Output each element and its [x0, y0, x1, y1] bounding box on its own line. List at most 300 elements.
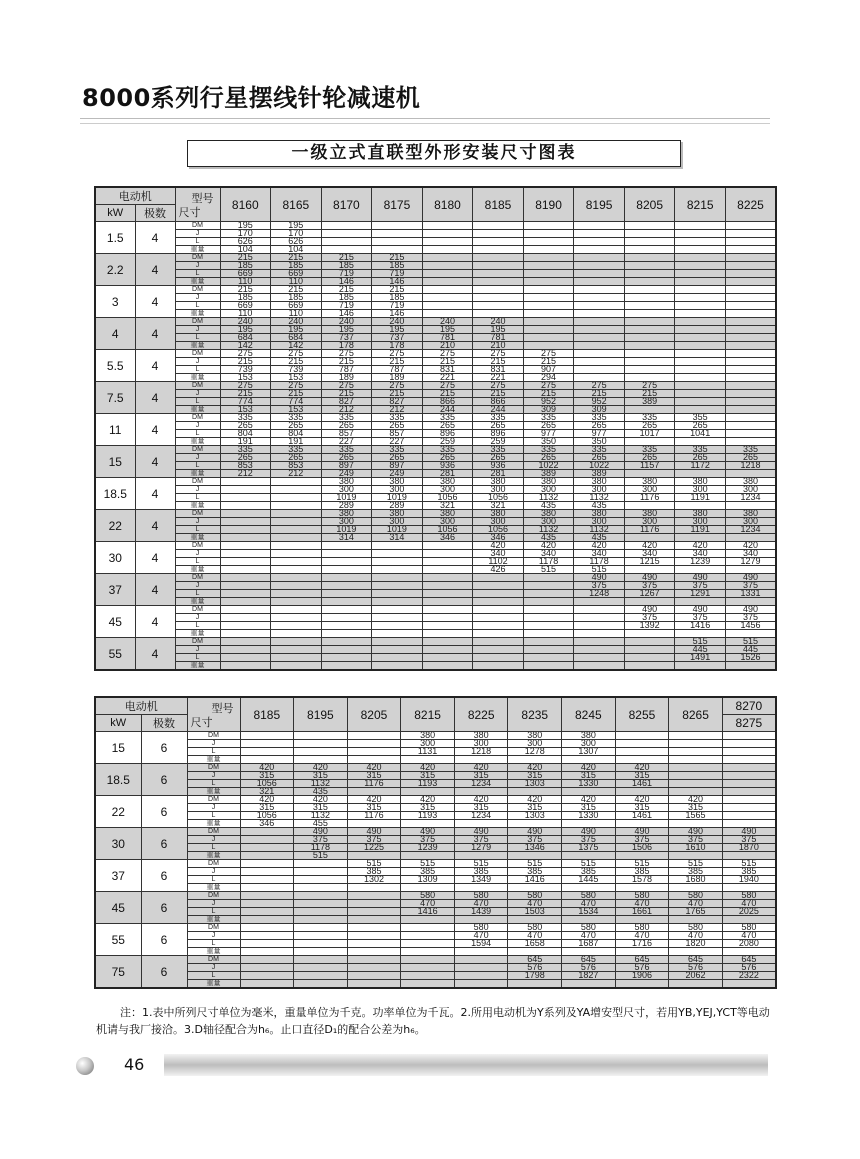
value-cell: 195 — [321, 326, 372, 334]
value-cell — [574, 278, 625, 286]
value-cell: 300 — [725, 518, 776, 526]
value-cell — [271, 558, 322, 566]
value-cell: 346 — [473, 534, 524, 542]
value-cell: 1056 — [473, 494, 524, 502]
value-cell: 1019 — [372, 494, 423, 502]
value-cell — [347, 852, 401, 860]
value-cell — [615, 852, 669, 860]
value-cell: 389 — [574, 470, 625, 478]
value-cell: 1193 — [401, 780, 455, 788]
value-cell — [401, 820, 455, 828]
value-cell: 470 — [722, 900, 776, 908]
value-cell: 300 — [422, 518, 473, 526]
value-cell: 315 — [240, 772, 294, 780]
dim-label-cell: DM — [175, 478, 220, 486]
value-cell — [675, 318, 726, 326]
value-cell — [347, 964, 401, 972]
model-header: 型号 — [211, 703, 234, 715]
value-cell: 265 — [422, 454, 473, 462]
value-cell — [624, 654, 675, 662]
value-cell — [220, 574, 271, 582]
dim-label-cell: DM — [175, 382, 220, 390]
value-cell: 645 — [508, 956, 562, 964]
value-cell: 420 — [615, 764, 669, 772]
value-cell: 1019 — [321, 494, 372, 502]
value-cell — [422, 574, 473, 582]
value-cell — [675, 302, 726, 310]
value-cell — [372, 646, 423, 654]
value-cell — [454, 980, 508, 989]
value-cell — [523, 582, 574, 590]
value-cell — [574, 246, 625, 254]
value-cell — [372, 246, 423, 254]
value-cell — [422, 278, 473, 286]
value-cell — [725, 502, 776, 510]
dim-label-cell: J — [175, 582, 220, 590]
value-cell: 227 — [372, 438, 423, 446]
value-cell — [347, 884, 401, 892]
table-row — [95, 598, 776, 606]
value-cell — [574, 358, 625, 366]
dim-label-cell: J — [175, 390, 220, 398]
value-cell: 321 — [473, 502, 524, 510]
value-cell — [725, 278, 776, 286]
value-cell — [294, 916, 348, 924]
value-cell: 185 — [220, 294, 271, 302]
value-cell: 153 — [220, 374, 271, 382]
value-cell — [675, 334, 726, 342]
model-header-cell: 8185 — [473, 187, 524, 222]
value-cell — [454, 756, 508, 764]
value-cell — [294, 964, 348, 972]
table-row — [95, 844, 776, 852]
value-cell: 265 — [473, 454, 524, 462]
value-cell — [725, 406, 776, 414]
value-cell — [240, 908, 294, 916]
value-cell: 445 — [725, 646, 776, 654]
value-cell: 170 — [220, 230, 271, 238]
value-cell: 212 — [321, 406, 372, 414]
value-cell: 470 — [669, 900, 723, 908]
value-cell: 309 — [523, 406, 574, 414]
value-cell: 146 — [372, 310, 423, 318]
value-cell — [725, 230, 776, 238]
value-cell — [321, 614, 372, 622]
value-cell: 385 — [347, 868, 401, 876]
value-cell: 315 — [401, 772, 455, 780]
value-cell: 315 — [615, 772, 669, 780]
value-cell — [722, 764, 776, 772]
value-cell — [220, 494, 271, 502]
value-cell — [347, 788, 401, 796]
dim-label-cell: 重量 — [175, 566, 220, 574]
value-cell — [454, 972, 508, 980]
dim-label-cell: 重量 — [187, 788, 240, 796]
table-row — [95, 238, 776, 246]
table-row — [95, 334, 776, 342]
value-cell: 275 — [271, 382, 322, 390]
kw-cell: 55 — [95, 924, 141, 956]
model-header-cell: 8265 — [669, 697, 723, 732]
dim-label-cell: L — [187, 972, 240, 980]
value-cell: 1330 — [562, 812, 616, 820]
dim-label-cell: J — [175, 326, 220, 334]
value-cell — [422, 238, 473, 246]
table-row — [95, 414, 776, 422]
value-cell: 490 — [675, 574, 726, 582]
value-cell — [473, 246, 524, 254]
value-cell: 380 — [372, 510, 423, 518]
value-cell — [523, 342, 574, 350]
value-cell — [624, 646, 675, 654]
value-cell: 215 — [271, 390, 322, 398]
value-cell: 335 — [624, 414, 675, 422]
value-cell — [523, 286, 574, 294]
value-cell: 275 — [523, 350, 574, 358]
value-cell: 490 — [624, 574, 675, 582]
model-header-cell: 8205 — [347, 697, 401, 732]
value-cell — [624, 534, 675, 542]
value-cell — [722, 740, 776, 748]
value-cell: 781 — [422, 334, 473, 342]
value-cell: 375 — [294, 836, 348, 844]
value-cell — [454, 916, 508, 924]
dim-label-cell: L — [187, 908, 240, 916]
value-cell: 335 — [321, 414, 372, 422]
value-cell: 189 — [321, 374, 372, 382]
value-cell — [523, 590, 574, 598]
footnote: 注：1.表中所列尺寸单位为毫米，重量单位为千克。功率单位为千瓦。2.所用电动机为Y系列及YA增安型尺寸，若用YB,YEJ,YCT等电动机请与我厂接洽。3.D轴径配合为h₆。止口直径D₁的配合公差为h₆。 — [96, 1006, 770, 1036]
value-cell — [624, 334, 675, 342]
model-header-cell: 8225 — [454, 697, 508, 732]
value-cell — [220, 638, 271, 646]
value-cell: 1215 — [624, 558, 675, 566]
value-cell: 420 — [508, 764, 562, 772]
value-cell — [321, 582, 372, 590]
value-cell: 275 — [271, 350, 322, 358]
value-cell: 1349 — [454, 876, 508, 884]
value-cell: 335 — [271, 414, 322, 422]
value-cell — [294, 900, 348, 908]
value-cell — [372, 614, 423, 622]
value-cell — [321, 574, 372, 582]
value-cell — [347, 732, 401, 740]
value-cell: 110 — [220, 278, 271, 286]
poles-cell: 4 — [135, 286, 175, 318]
value-cell: 340 — [624, 550, 675, 558]
value-cell: 1157 — [624, 462, 675, 470]
value-cell — [624, 598, 675, 606]
value-cell — [523, 334, 574, 342]
value-cell — [725, 470, 776, 478]
value-cell: 385 — [401, 868, 455, 876]
poles-cell: 6 — [141, 956, 187, 989]
value-cell — [624, 278, 675, 286]
table-row — [95, 740, 776, 748]
dim-label-cell: L — [175, 526, 220, 534]
value-cell: 719 — [321, 270, 372, 278]
value-cell — [725, 246, 776, 254]
value-cell — [675, 270, 726, 278]
value-cell: 300 — [675, 518, 726, 526]
value-cell: 195 — [372, 326, 423, 334]
value-cell: 346 — [422, 534, 473, 542]
value-cell — [473, 638, 524, 646]
value-cell — [321, 662, 372, 671]
value-cell — [347, 748, 401, 756]
value-cell: 240 — [271, 318, 322, 326]
dim-label-cell: J — [175, 550, 220, 558]
title-rule — [80, 118, 770, 119]
value-cell — [473, 254, 524, 262]
value-cell — [347, 972, 401, 980]
table-row — [95, 614, 776, 622]
value-cell: 315 — [454, 772, 508, 780]
corner-header — [187, 697, 240, 732]
value-cell — [675, 310, 726, 318]
dim-label-cell: 重量 — [175, 502, 220, 510]
value-cell: 380 — [624, 510, 675, 518]
value-cell: 300 — [523, 518, 574, 526]
value-cell — [240, 980, 294, 989]
value-cell — [220, 542, 271, 550]
value-cell: 669 — [220, 270, 271, 278]
value-cell: 146 — [321, 278, 372, 286]
value-cell — [422, 230, 473, 238]
value-cell: 897 — [321, 462, 372, 470]
value-cell — [624, 238, 675, 246]
value-cell — [220, 622, 271, 630]
dim-label-cell: J — [175, 614, 220, 622]
value-cell — [574, 310, 625, 318]
value-cell: 1302 — [347, 876, 401, 884]
value-cell: 1330 — [562, 780, 616, 788]
value-cell: 335 — [675, 446, 726, 454]
value-cell: 375 — [454, 836, 508, 844]
motor-header: 电动机 — [95, 697, 187, 715]
value-cell — [675, 630, 726, 638]
value-cell — [725, 422, 776, 430]
value-cell — [422, 662, 473, 671]
value-cell: 1267 — [624, 590, 675, 598]
value-cell — [473, 590, 524, 598]
value-cell: 104 — [271, 246, 322, 254]
table-row — [95, 302, 776, 310]
value-cell — [574, 614, 625, 622]
value-cell — [722, 732, 776, 740]
value-cell: 340 — [725, 550, 776, 558]
value-cell — [422, 566, 473, 574]
value-cell — [372, 566, 423, 574]
value-cell — [473, 278, 524, 286]
value-cell — [725, 286, 776, 294]
value-cell — [523, 246, 574, 254]
value-cell — [473, 622, 524, 630]
value-cell: 1132 — [523, 494, 574, 502]
value-cell: 215 — [271, 286, 322, 294]
value-cell: 470 — [401, 900, 455, 908]
dim-label-cell: J — [175, 518, 220, 526]
value-cell — [454, 948, 508, 956]
kw-cell: 1.5 — [95, 222, 135, 254]
value-cell: 195 — [220, 326, 271, 334]
value-cell — [675, 262, 726, 270]
value-cell: 420 — [401, 764, 455, 772]
table-subtitle: 一级立式直联型外形安装尺寸图表 — [187, 140, 681, 167]
value-cell — [372, 638, 423, 646]
value-cell — [271, 550, 322, 558]
value-cell — [401, 932, 455, 940]
value-cell: 1506 — [615, 844, 669, 852]
value-cell: 195 — [473, 326, 524, 334]
value-cell: 669 — [271, 270, 322, 278]
value-cell: 774 — [271, 398, 322, 406]
value-cell — [523, 614, 574, 622]
value-cell: 142 — [271, 342, 322, 350]
value-cell: 389 — [523, 470, 574, 478]
value-cell — [523, 278, 574, 286]
value-cell: 380 — [321, 478, 372, 486]
value-cell — [725, 566, 776, 574]
value-cell: 1102 — [473, 558, 524, 566]
value-cell — [473, 630, 524, 638]
value-cell: 515 — [725, 638, 776, 646]
value-cell: 470 — [454, 900, 508, 908]
value-cell — [271, 510, 322, 518]
value-cell: 346 — [240, 820, 294, 828]
model-header-cell: 8235 — [508, 697, 562, 732]
value-cell: 515 — [401, 860, 455, 868]
value-cell: 110 — [271, 278, 322, 286]
value-cell: 515 — [294, 852, 348, 860]
value-cell: 1610 — [669, 844, 723, 852]
value-cell: 420 — [624, 542, 675, 550]
value-cell — [624, 630, 675, 638]
value-cell: 340 — [574, 550, 625, 558]
value-cell — [271, 502, 322, 510]
value-cell: 515 — [669, 860, 723, 868]
table-row — [95, 622, 776, 630]
value-cell: 300 — [675, 486, 726, 494]
value-cell: 185 — [372, 262, 423, 270]
value-cell: 787 — [372, 366, 423, 374]
value-cell — [675, 254, 726, 262]
table-row — [95, 574, 776, 582]
value-cell: 335 — [422, 414, 473, 422]
value-cell — [321, 622, 372, 630]
value-cell: 289 — [372, 502, 423, 510]
value-cell: 897 — [372, 462, 423, 470]
value-cell — [722, 820, 776, 828]
table-row — [95, 860, 776, 868]
value-cell: 265 — [220, 422, 271, 430]
value-cell — [574, 238, 625, 246]
value-cell — [294, 940, 348, 948]
value-cell: 1022 — [523, 462, 574, 470]
value-cell — [422, 550, 473, 558]
dim-label-cell: 重量 — [175, 470, 220, 478]
dim-label-cell: DM — [187, 828, 240, 836]
value-cell: 221 — [473, 374, 524, 382]
value-cell — [574, 598, 625, 606]
value-cell: 420 — [454, 796, 508, 804]
dim-label-cell: J — [187, 804, 240, 812]
value-cell: 300 — [574, 486, 625, 494]
value-cell: 215 — [624, 390, 675, 398]
value-cell: 896 — [473, 430, 524, 438]
value-cell: 385 — [722, 868, 776, 876]
table-row — [95, 916, 776, 924]
value-cell: 185 — [372, 294, 423, 302]
value-cell — [473, 302, 524, 310]
value-cell: 2322 — [722, 972, 776, 980]
dim-label-cell: J — [187, 740, 240, 748]
value-cell: 142 — [220, 342, 271, 350]
value-cell: 1056 — [240, 780, 294, 788]
value-cell — [321, 630, 372, 638]
value-cell — [422, 614, 473, 622]
value-cell — [454, 884, 508, 892]
value-cell: 781 — [473, 334, 524, 342]
value-cell: 215 — [220, 286, 271, 294]
value-cell — [722, 796, 776, 804]
value-cell: 580 — [562, 892, 616, 900]
value-cell — [508, 916, 562, 924]
value-cell: 774 — [220, 398, 271, 406]
table-row — [95, 630, 776, 638]
value-cell: 195 — [422, 326, 473, 334]
value-cell: 212 — [271, 470, 322, 478]
value-cell: 1193 — [401, 812, 455, 820]
value-cell: 215 — [422, 390, 473, 398]
value-cell: 435 — [294, 788, 348, 796]
value-cell: 831 — [473, 366, 524, 374]
value-cell — [422, 302, 473, 310]
value-cell — [722, 804, 776, 812]
value-cell — [669, 764, 723, 772]
model-header-cell: 8190 — [523, 187, 574, 222]
value-cell: 866 — [422, 398, 473, 406]
value-cell: 300 — [574, 518, 625, 526]
kw-cell: 2.2 — [95, 254, 135, 286]
value-cell — [240, 852, 294, 860]
table-row — [95, 654, 776, 662]
value-cell: 300 — [473, 518, 524, 526]
value-cell: 259 — [473, 438, 524, 446]
value-cell — [669, 948, 723, 956]
value-cell — [401, 756, 455, 764]
value-cell — [675, 222, 726, 230]
value-cell — [271, 606, 322, 614]
value-cell — [624, 502, 675, 510]
value-cell — [615, 980, 669, 989]
value-cell: 1191 — [675, 526, 726, 534]
kw-header: kW — [95, 205, 135, 222]
value-cell: 335 — [473, 414, 524, 422]
value-cell: 221 — [422, 374, 473, 382]
value-cell: 215 — [321, 358, 372, 366]
value-cell: 249 — [321, 470, 372, 478]
value-cell: 684 — [271, 334, 322, 342]
value-cell — [294, 948, 348, 956]
value-cell: 490 — [401, 828, 455, 836]
value-cell — [615, 884, 669, 892]
table-row — [95, 406, 776, 414]
value-cell: 739 — [220, 366, 271, 374]
value-cell: 335 — [220, 414, 271, 422]
value-cell — [574, 350, 625, 358]
value-cell — [725, 366, 776, 374]
